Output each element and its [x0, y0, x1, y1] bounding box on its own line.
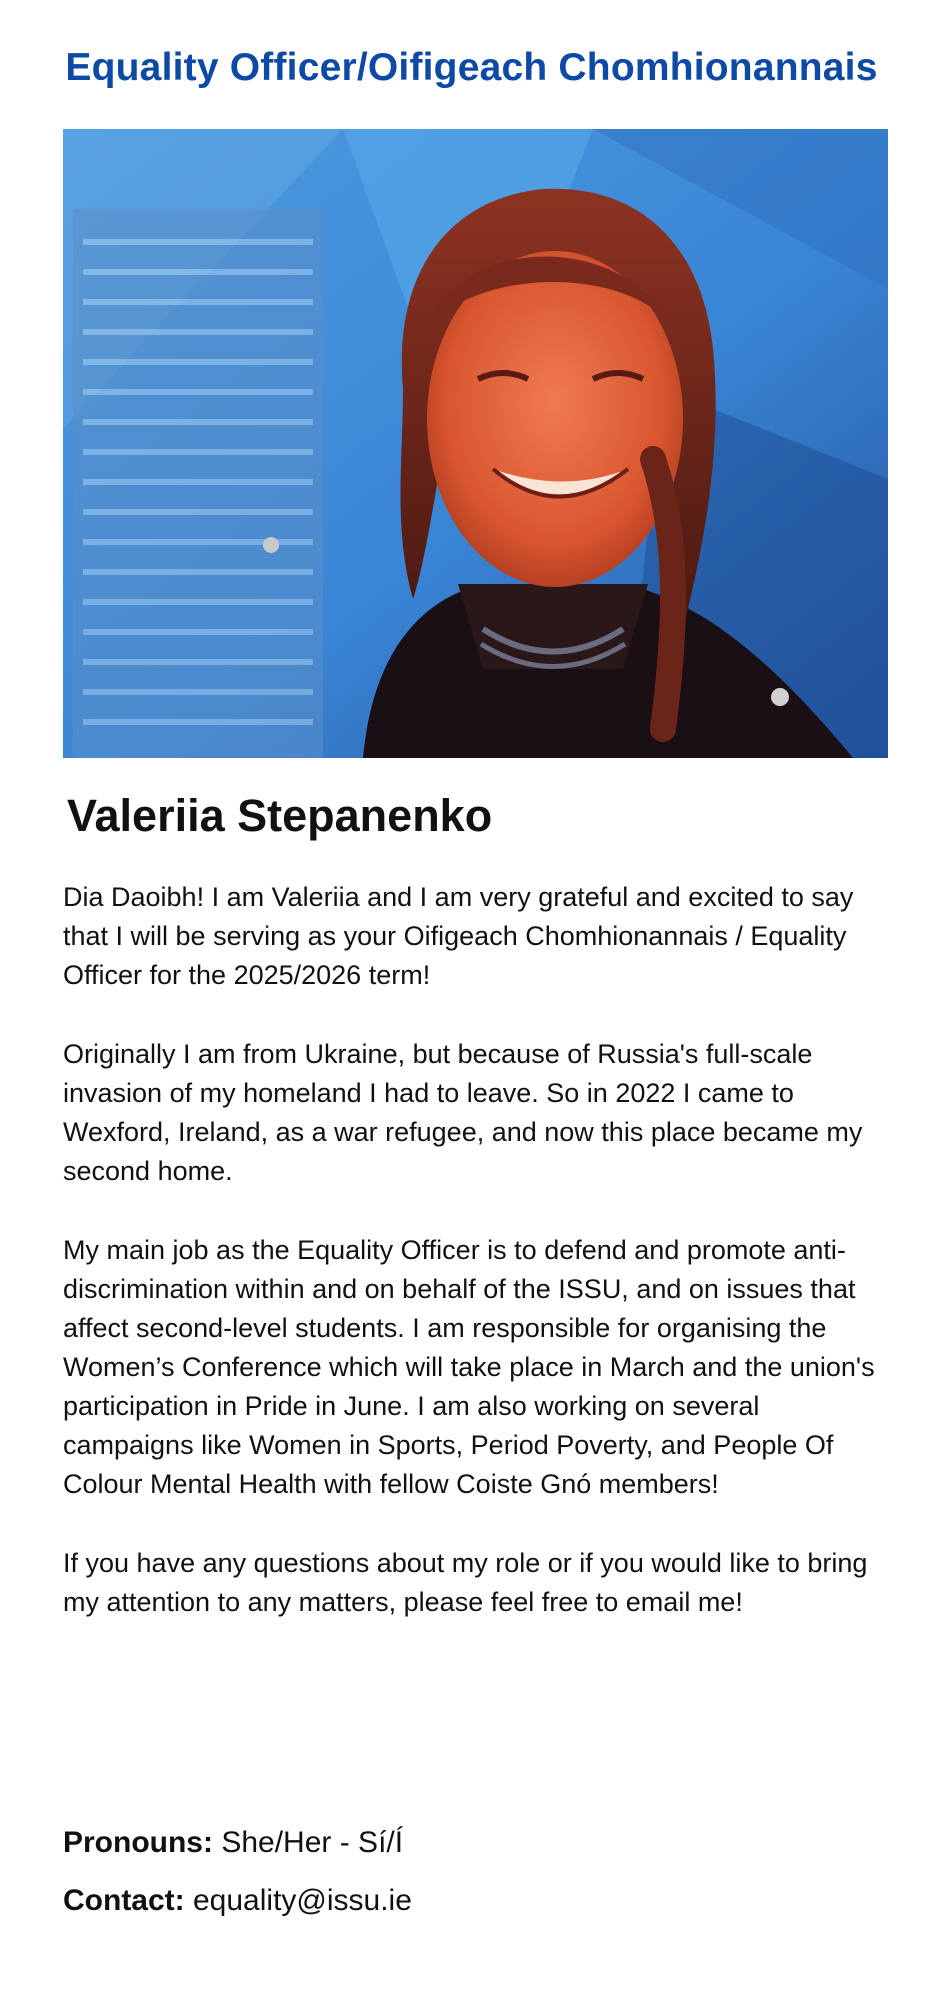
pronouns-label: Pronouns:: [63, 1826, 213, 1859]
pronouns-row: [63, 1826, 403, 1860]
bio-paragraph: My main job as the Equality Officer is to defend and promote anti-discrimination within and on behalf of the ISSU, and on issues that affect second-level students. I am responsible for organising the Women’s Conference which will take place in March and the union's participation in Pride in June. I am also working on several campaigns like Women in Sports, Period Poverty, and People Of Colour Mental Health with fellow Coiste Gnó members!: [63, 1235, 875, 1499]
contact-row: [63, 1884, 412, 1918]
contact-email-link[interactable]: equality@issu.ie: [193, 1884, 412, 1917]
page-title: Equality Officer/Oifigeach Chomhionannais: [65, 46, 878, 89]
profile-photo: [63, 129, 888, 758]
pronouns-value: She/Her - Sí/Í: [221, 1826, 404, 1859]
bio-paragraph: Originally I am from Ukraine, but because of Russia's full-scale invasion of my homeland I had to leave. So in 2022 I came to Wexford, Ireland, as a war refugee, and now this place became my second home.: [63, 1039, 863, 1186]
bio-paragraph: If you have any questions about my role or if you would like to bring my attention to any matters, please feel free to email me!: [63, 1548, 868, 1617]
bio-section: [63, 878, 883, 1662]
profile-name: Valeriia Stepanenko: [67, 790, 493, 841]
bio-paragraph: Dia Daoibh! I am Valeriia and I am very grateful and excited to say that I will be serving as your Oifigeach Chomhionannais / Equality Officer for the 2025/2026 term!: [63, 882, 854, 990]
contact-label: Contact:: [63, 1884, 185, 1917]
